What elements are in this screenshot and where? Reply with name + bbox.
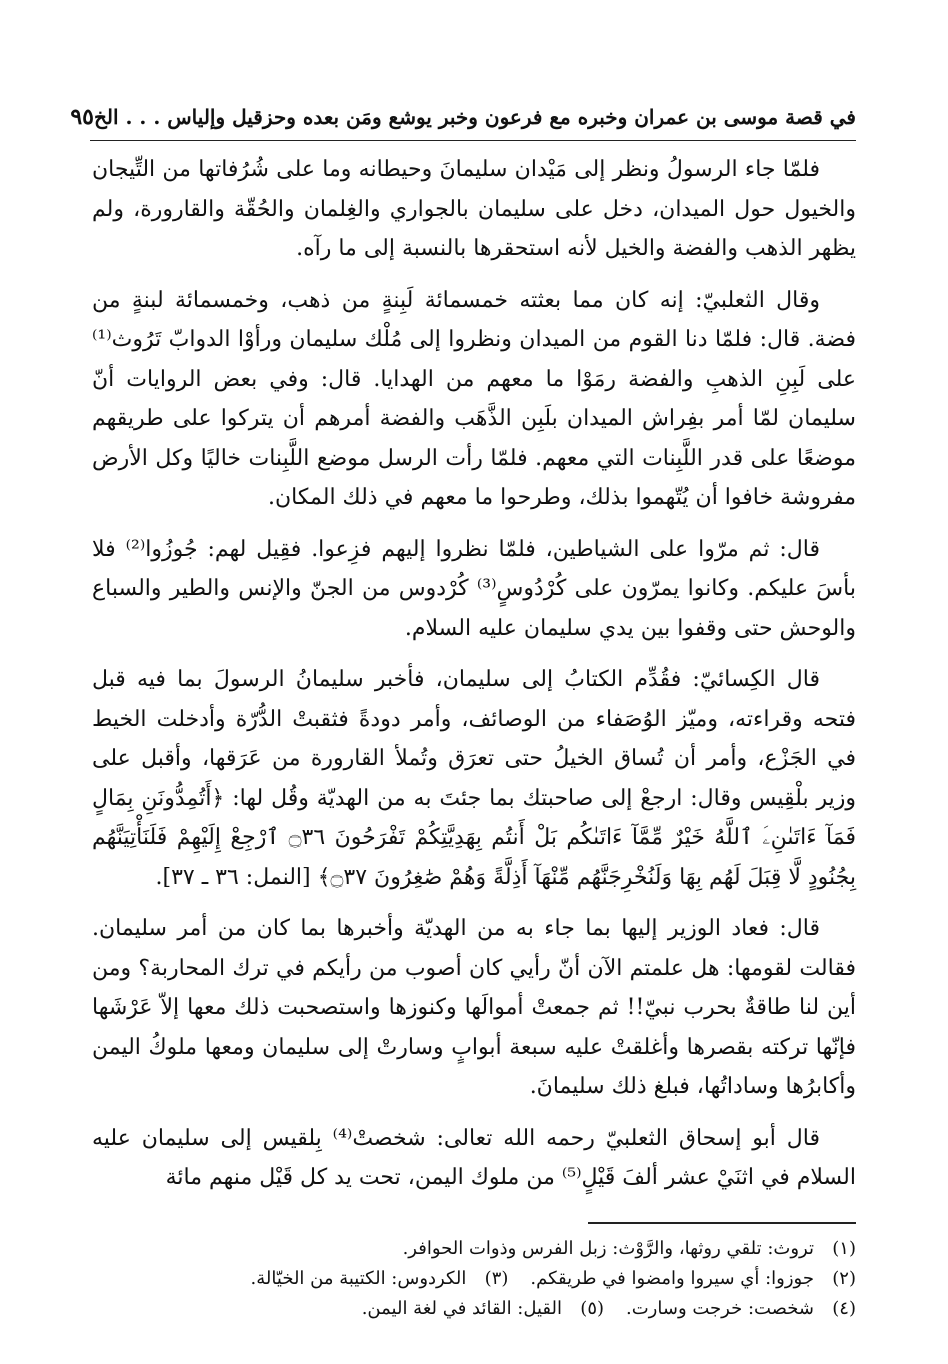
footnote-1 [403,1234,856,1264]
footnote-number: (٣) [484,1268,509,1289]
paragraph: قال أبو إسحاق الثعلبيّ رحمه الله تعالى: شخصتْ⁽⁴⁾ بِلقيس إلى سليمان عليه السلام في اثنَيْ عشر ألفَ قَيْلٍ⁽⁵⁾ من ملوك اليمن، تحت يد كل قَيْل منهم مائة [92,1125,856,1190]
footnote-text: شخصت: خرجت وسارت. [626,1298,814,1319]
footnote-row [92,1234,856,1264]
footnotes [92,1234,856,1324]
footnote-4 [626,1294,856,1324]
footnote-row [92,1294,856,1324]
paragraph: قال: فعاد الوزير إليها بما جاء به من الهديّة وأخبرها بما كان من أمر سليمان. فقالت لقومها: هل علمتم الآن أنّ رأيي كان أصوب من رأيكم في ترك المحاربة؟ ومن أين لنا طاقةٌ بحرب نبيّ!! ثم جمعتْ أموالَها وكنوزها واستصحبت ذلك معها إلاّ عَرْشَها فإنّها تركته بقصرها وأغلقتْ عليه سبعة أبوابٍ وسارتْ إلى سليمان ومعها ملوكُ اليمن وأكابرُها وساداتُها، فبلغ ذلك سليمانَ. [92,916,856,1099]
paragraph: قال الكِسائيّ: فقُدِّم الكتابُ إلى سليمان، فأخبر سليمانُ الرسولَ بما فيه قبل فتحه وقراءته، وميّز الوُصَفاء من الوصائف، وأمر دودةً فثقبتْ الدُّرّة وأدخلت الخيط في الجَزْع، وأمر أن تُساق الخيلُ حتى تعرَق وتُملأ القارورة من عَرَقها، وأقبل على وزير بلْقِيس وقال: ارجعْ إلى صاحبتك بما جئتَ به من الهديّة وقُل لها: ﴿أَتُمِدُّونَنِ بِمَالٍ فَمَآ ءَاتَىٰنِۦَ ٱللَّهُ خَيْرٌ مِّمَّآ ءَاتَىٰكُم بَلْ أَنتُم بِهَدِيَّتِكُمْ تَفْرَحُونَ ۝٣٦ ٱرْجِعْ إِلَيْهِمْ فَلَنَأْتِيَنَّهُم بِجُنُودٍ لَّا قِبَلَ لَهُم بِهَا وَلَنُخْرِجَنَّهُم مِّنْهَآ أَذِلَّةً وَهُمْ صَٰغِرُونَ ۝٣٧﴾ [النمل: ٣٦ ـ ٣٧]. [92,667,856,890]
running-title: في قصة موسى بن عمران وخبره مع فرعون وخبر يوشع ومَن بعده وحزقيل وإلياس . . . الخ [93,105,856,129]
footnote-text: جوزوا: أي سيروا وامضوا في طريقكم. [530,1268,814,1289]
footnote-text: تروث: تلقي روثها، والرَّوْث: زبل الفرس وذوات الحوافر. [402,1238,814,1259]
page-number: ٩٥ [70,104,94,130]
paragraph: وقال الثعلبيّ: إنه كان مما بعثته خمسمائة لَبِنةٍ من ذهب، وخمسمائة لبنةٍ من فضة. قال: فلمّا دنا القوم من الميدان ونظروا إلى مُلْك سليمان ورأوْا الدوابّ تَرُوث⁽¹⁾ على لَبِنِ الذهبِ والفضة رمَوْا ما معهم من الهدايا. قال: وفي بعض الروايات أنّ سليمان لمّا أمر بفِراش الميدان بلَبِن الذَّهَب والفضة أمرهم أن يتركوا على طريقهم موضعًا على قدر اللَّبِنات التي معهم. فلمّا رأت الرسل موضع اللَّبِنات خاليًا وكل الأرض مفروشة خافوا أن يُتّهموا بذلك، وطرحوا ما معهم في ذلك المكان. [92,287,857,510]
footnote-divider [588,1222,856,1224]
main-text [92,150,856,1210]
running-header [70,98,856,141]
footnote-5 [362,1294,604,1324]
footnote-text: الكردوس: الكتيبة من الخيّالة. [250,1268,467,1289]
paragraph: قال: ثم مرّوا على الشياطين، فلمّا نظروا إليهم فزِعوا. فقِيل لهم: جُوزُوا⁽²⁾ فلا بأسَ عليكم. وكانوا يمرّون على كُرْدُوسٍ⁽³⁾ كُرْدوس من الجنّ والإنس والطير والسباع والوحش حتى وقفوا بين يدي سليمان عليه السلام. [92,536,856,641]
footnote-number: (١) [832,1238,856,1259]
footnote-text: القيل: القائد في لغة اليمن. [361,1298,563,1319]
footnote-2 [530,1264,856,1294]
paragraph: فلمّا جاء الرسولُ ونظر إلى مَيْدان سليمانَ وحيطانه وما على شُرُفاتها من التِّيجان والخيول حول الميدان، دخل على سليمان بالجواري والغِلمان والحُقّة والقارورة، ولم يظهر الذهب والفضة والخيل لأنه استحقرها بالنسبة إلى ما رآه. [92,157,856,261]
footnote-number: (٥) [580,1298,605,1319]
footnote-number: (٤) [832,1298,856,1319]
footnote-number: (٢) [832,1268,856,1289]
footnote-3 [251,1264,509,1294]
footnote-row [92,1264,856,1294]
